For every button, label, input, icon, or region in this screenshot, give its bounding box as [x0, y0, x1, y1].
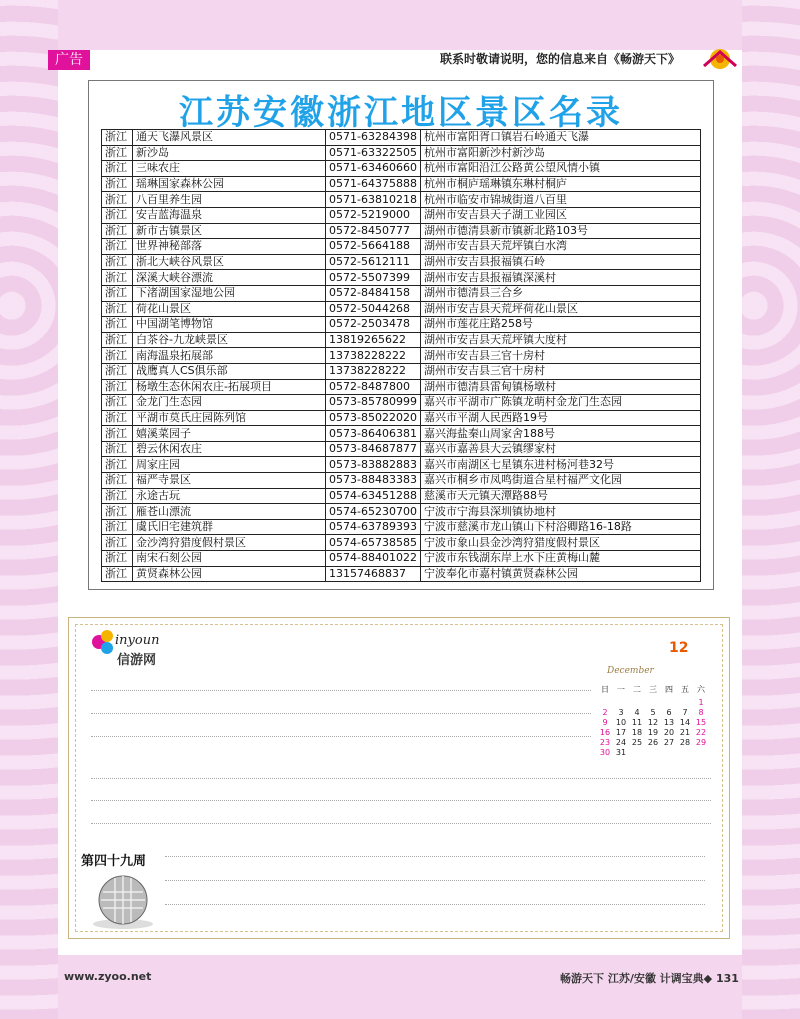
- calendar-day: 12: [647, 718, 659, 727]
- calendar-week: [597, 738, 709, 748]
- province-cell: 浙江: [102, 207, 133, 223]
- province-cell: 浙江: [102, 285, 133, 301]
- weekday-label: 二: [633, 685, 641, 694]
- phone-cell: 13819265622: [326, 332, 421, 348]
- table-row: [102, 473, 701, 489]
- phone-cell: 0574-63451288: [326, 488, 421, 504]
- phone-cell: 0573-85022020: [326, 410, 421, 426]
- address-cell: 湖州市安吉县天子湖工业园区: [420, 207, 700, 223]
- phone-cell: 0573-86406381: [326, 426, 421, 442]
- table-row: [102, 410, 701, 426]
- phone-cell: 0572-5612111: [326, 254, 421, 270]
- scenic-name-cell: 永途古玩: [133, 488, 326, 504]
- calendar-day: 2: [602, 708, 608, 717]
- province-cell: 浙江: [102, 301, 133, 317]
- province-cell: 浙江: [102, 551, 133, 567]
- table-row: [102, 363, 701, 379]
- keyboard-ball-icon: [89, 872, 159, 930]
- province-cell: 浙江: [102, 270, 133, 286]
- scenic-name-cell: 浙北大峡谷风景区: [133, 254, 326, 270]
- scenic-name-cell: 周家庄园: [133, 457, 326, 473]
- table-row: [102, 161, 701, 177]
- address-cell: 嘉兴市平湖人民西路19号: [420, 410, 700, 426]
- phone-cell: 0574-88401022: [326, 551, 421, 567]
- province-cell: 浙江: [102, 223, 133, 239]
- brand-en: inyoun: [115, 633, 160, 648]
- table-row: [102, 348, 701, 364]
- calendar-day: 17: [615, 728, 627, 737]
- table-row: [102, 254, 701, 270]
- phone-cell: 0571-64375888: [326, 176, 421, 192]
- writing-line: [91, 690, 591, 691]
- address-cell: 杭州市桐庐瑶琳镇东琳村桐庐: [420, 176, 700, 192]
- ad-tag: 广告: [48, 50, 90, 70]
- decorative-border-right: [742, 0, 800, 1019]
- scenic-name-cell: 新市古镇景区: [133, 223, 326, 239]
- phone-cell: 0574-65230700: [326, 504, 421, 520]
- address-cell: 湖州市德清县新市镇新北路103号: [420, 223, 700, 239]
- scenic-name-cell: 荷花山景区: [133, 301, 326, 317]
- scenic-name-cell: 深溪大峡谷漂流: [133, 270, 326, 286]
- table-row: [102, 441, 701, 457]
- province-cell: 浙江: [102, 566, 133, 582]
- province-cell: 浙江: [102, 473, 133, 489]
- province-cell: 浙江: [102, 130, 133, 146]
- weekday-label: 四: [665, 685, 673, 694]
- calendar-day: 13: [663, 718, 675, 727]
- writing-line: [165, 856, 705, 857]
- address-cell: 湖州市德清县雷甸镇杨墩村: [420, 379, 700, 395]
- table-row: [102, 270, 701, 286]
- province-cell: 浙江: [102, 176, 133, 192]
- phone-cell: 0571-63322505: [326, 145, 421, 161]
- writing-line: [165, 904, 705, 905]
- table-row: [102, 535, 701, 551]
- phone-cell: 0574-63789393: [326, 519, 421, 535]
- address-cell: 杭州市富阳新沙村新沙岛: [420, 145, 700, 161]
- xinyou-logo-icon: [87, 626, 177, 672]
- calendar-day: 31: [615, 748, 627, 757]
- magazine-logo-icon: [700, 46, 740, 72]
- calendar-day: 3: [618, 708, 624, 717]
- address-cell: 湖州市安吉县三官十房村: [420, 348, 700, 364]
- phone-cell: 0572-5507399: [326, 270, 421, 286]
- calendar-weekdays: [597, 684, 709, 695]
- phone-cell: 13157468837: [326, 566, 421, 582]
- scenic-name-cell: 战鹰真人CS俱乐部: [133, 363, 326, 379]
- weekday-label: 一: [617, 685, 625, 694]
- calendar-day: 30: [599, 748, 611, 757]
- calendar-day: 9: [602, 718, 608, 727]
- scenic-name-cell: 福严寺景区: [133, 473, 326, 489]
- province-cell: 浙江: [102, 488, 133, 504]
- table-row: [102, 207, 701, 223]
- table-row: [102, 285, 701, 301]
- calendar-day: 10: [615, 718, 627, 727]
- weekday-label: 六: [697, 685, 705, 694]
- calendar-day: 28: [679, 738, 691, 747]
- calendar-day: 8: [698, 708, 704, 717]
- scenic-table: [101, 129, 701, 582]
- table-row: [102, 395, 701, 411]
- calendar-day: 19: [647, 728, 659, 737]
- province-cell: 浙江: [102, 317, 133, 333]
- calendar-grid: [597, 698, 709, 758]
- writing-line: [91, 736, 591, 737]
- scenic-name-cell: 平湖市莫氏庄园陈列馆: [133, 410, 326, 426]
- calendar-week: [597, 708, 709, 718]
- calendar-day: 15: [695, 718, 707, 727]
- address-cell: 宁波奉化市嘉村镇黄贤森林公园: [420, 566, 700, 582]
- phone-cell: 0571-63284398: [326, 130, 421, 146]
- province-cell: 浙江: [102, 348, 133, 364]
- scenic-listing-panel: [88, 80, 714, 590]
- writing-line: [91, 713, 591, 714]
- writing-line: [91, 800, 711, 801]
- calendar-week: [597, 698, 709, 708]
- calendar-day: 27: [663, 738, 675, 747]
- scenic-name-cell: 白茶谷-九龙峡景区: [133, 332, 326, 348]
- scenic-name-cell: 嬉溪菜园子: [133, 426, 326, 442]
- province-cell: 浙江: [102, 332, 133, 348]
- province-cell: 浙江: [102, 441, 133, 457]
- address-cell: 嘉兴市平湖市广陈镇龙萌村金龙门生态园: [420, 395, 700, 411]
- province-cell: 浙江: [102, 535, 133, 551]
- scenic-name-cell: 黄贤森林公园: [133, 566, 326, 582]
- table-row: [102, 332, 701, 348]
- address-cell: 湖州市德清县三合乡: [420, 285, 700, 301]
- scenic-name-cell: 安吉蓝海温泉: [133, 207, 326, 223]
- scenic-name-cell: 新沙岛: [133, 145, 326, 161]
- address-cell: 湖州市莲花庄路258号: [420, 317, 700, 333]
- calendar-day: 1: [698, 698, 704, 707]
- calendar-badge: 12: [669, 640, 689, 656]
- footer-page-info: 畅游天下 江苏/安徽 计调宝典◆ 131: [560, 972, 739, 985]
- week-label: 第四十九周: [81, 854, 147, 869]
- province-cell: 浙江: [102, 145, 133, 161]
- scenic-name-cell: 八百里养生园: [133, 192, 326, 208]
- calendar-day: 24: [615, 738, 627, 747]
- scenic-name-cell: 雁苍山漂流: [133, 504, 326, 520]
- table-row: [102, 317, 701, 333]
- calendar-day: 14: [679, 718, 691, 727]
- scenic-name-cell: 碧云休闲农庄: [133, 441, 326, 457]
- notebook-panel: [68, 617, 730, 939]
- province-cell: 浙江: [102, 457, 133, 473]
- phone-cell: 0571-63460660: [326, 161, 421, 177]
- source-notice: 联系时敬请说明，您的信息来自《畅游天下》: [440, 52, 681, 66]
- scenic-name-cell: 南宋石刻公园: [133, 551, 326, 567]
- address-cell: 嘉兴市嘉善县大云镇缪家村: [420, 441, 700, 457]
- address-cell: 湖州市安吉县天荒坪镇大度村: [420, 332, 700, 348]
- phone-cell: 0572-5664188: [326, 239, 421, 255]
- province-cell: 浙江: [102, 379, 133, 395]
- weekday-label: 五: [681, 685, 689, 694]
- address-cell: 宁波市宁海县深圳镇协地村: [420, 504, 700, 520]
- phone-cell: 13738228222: [326, 363, 421, 379]
- scenic-name-cell: 瑶琳国家森林公园: [133, 176, 326, 192]
- province-cell: 浙江: [102, 504, 133, 520]
- calendar-week: [597, 748, 709, 758]
- calendar-day: 25: [631, 738, 643, 747]
- province-cell: 浙江: [102, 161, 133, 177]
- province-cell: 浙江: [102, 395, 133, 411]
- calendar-day: 4: [634, 708, 640, 717]
- writing-line: [91, 778, 711, 779]
- scenic-name-cell: 通天飞瀑风景区: [133, 130, 326, 146]
- table-row: [102, 566, 701, 582]
- phone-cell: 0573-83882883: [326, 457, 421, 473]
- calendar-day: 16: [599, 728, 611, 737]
- table-row: [102, 223, 701, 239]
- table-row: [102, 551, 701, 567]
- calendar-day: 26: [647, 738, 659, 747]
- province-cell: 浙江: [102, 239, 133, 255]
- phone-cell: 0572-5219000: [326, 207, 421, 223]
- scenic-name-cell: 三味农庄: [133, 161, 326, 177]
- phone-cell: 0573-84687877: [326, 441, 421, 457]
- phone-cell: 0571-63810218: [326, 192, 421, 208]
- writing-line: [91, 823, 711, 824]
- phone-cell: 0572-8487800: [326, 379, 421, 395]
- scenic-name-cell: 杨墩生态休闲农庄-拓展项目: [133, 379, 326, 395]
- scenic-name-cell: 虞氏旧宅建筑群: [133, 519, 326, 535]
- address-cell: 慈溪市天元镇天潭路88号: [420, 488, 700, 504]
- scenic-name-cell: 下渚湖国家湿地公园: [133, 285, 326, 301]
- footer-site: www.zyoo.net: [64, 970, 152, 983]
- phone-cell: 0572-8450777: [326, 223, 421, 239]
- address-cell: 湖州市安吉县天荒坪荷花山景区: [420, 301, 700, 317]
- scenic-name-cell: 金沙湾狩猎度假村景区: [133, 535, 326, 551]
- table-row: [102, 192, 701, 208]
- calendar-day: 22: [695, 728, 707, 737]
- weekday-label: 日: [601, 685, 609, 694]
- phone-cell: 0572-8484158: [326, 285, 421, 301]
- address-cell: 湖州市安吉县天荒坪镇白水湾: [420, 239, 700, 255]
- address-cell: 嘉兴市桐乡市凤鸣街道合星村福严文化园: [420, 473, 700, 489]
- address-cell: 湖州市安吉县三官十房村: [420, 363, 700, 379]
- address-cell: 湖州市安吉县报福镇深溪村: [420, 270, 700, 286]
- table-row: [102, 488, 701, 504]
- december-calendar: [589, 640, 715, 764]
- table-row: [102, 379, 701, 395]
- address-cell: 杭州市临安市锦城街道八百里: [420, 192, 700, 208]
- address-cell: 杭州市富阳胥口镇岩石岭通天飞瀑: [420, 130, 700, 146]
- calendar-day: 5: [650, 708, 656, 717]
- phone-cell: 0572-5044268: [326, 301, 421, 317]
- calendar-day: 29: [695, 738, 707, 747]
- province-cell: 浙江: [102, 410, 133, 426]
- calendar-month: December: [607, 666, 654, 676]
- calendar-day: 21: [679, 728, 691, 737]
- province-cell: 浙江: [102, 519, 133, 535]
- weekday-label: 三: [649, 685, 657, 694]
- calendar-day: 11: [631, 718, 643, 727]
- address-cell: 宁波市东钱湖东岸上水下庄黄梅山麓: [420, 551, 700, 567]
- scenic-name-cell: 世界神秘部落: [133, 239, 326, 255]
- province-cell: 浙江: [102, 363, 133, 379]
- table-row: [102, 176, 701, 192]
- writing-line: [165, 880, 705, 881]
- address-cell: 杭州市富阳沿江公路黄公望风情小镇: [420, 161, 700, 177]
- address-cell: 宁波市慈溪市龙山镇山下村浴卿路16-18路: [420, 519, 700, 535]
- province-cell: 浙江: [102, 254, 133, 270]
- table-row: [102, 145, 701, 161]
- address-cell: 嘉兴海盐秦山周家舍188号: [420, 426, 700, 442]
- calendar-day: 23: [599, 738, 611, 747]
- phone-cell: 0573-88483383: [326, 473, 421, 489]
- address-cell: 嘉兴市南湖区七星镇东进村杨河巷32号: [420, 457, 700, 473]
- scenic-name-cell: 南海温泉拓展部: [133, 348, 326, 364]
- calendar-day: 18: [631, 728, 643, 737]
- scenic-name-cell: 金龙门生态园: [133, 395, 326, 411]
- table-row: [102, 519, 701, 535]
- listing-title: 江苏安徽浙江地区景区名录: [179, 93, 623, 133]
- table-row: [102, 426, 701, 442]
- table-row: [102, 457, 701, 473]
- calendar-week: [597, 718, 709, 728]
- calendar-day: 6: [666, 708, 672, 717]
- province-cell: 浙江: [102, 426, 133, 442]
- decorative-border-left: [0, 0, 58, 1019]
- calendar-day: 7: [682, 708, 688, 717]
- province-cell: 浙江: [102, 192, 133, 208]
- calendar-week: [597, 728, 709, 738]
- address-cell: 湖州市安吉县报福镇石岭: [420, 254, 700, 270]
- brand-name: 信游网: [117, 653, 157, 668]
- address-cell: 宁波市象山县金沙湾狩猎度假村景区: [420, 535, 700, 551]
- calendar-day: 20: [663, 728, 675, 737]
- table-row: [102, 239, 701, 255]
- table-row: [102, 301, 701, 317]
- scenic-name-cell: 中国湖笔博物馆: [133, 317, 326, 333]
- phone-cell: 0574-65738585: [326, 535, 421, 551]
- table-row: [102, 504, 701, 520]
- table-row: [102, 130, 701, 146]
- phone-cell: 0572-2503478: [326, 317, 421, 333]
- phone-cell: 0573-85780999: [326, 395, 421, 411]
- phone-cell: 13738228222: [326, 348, 421, 364]
